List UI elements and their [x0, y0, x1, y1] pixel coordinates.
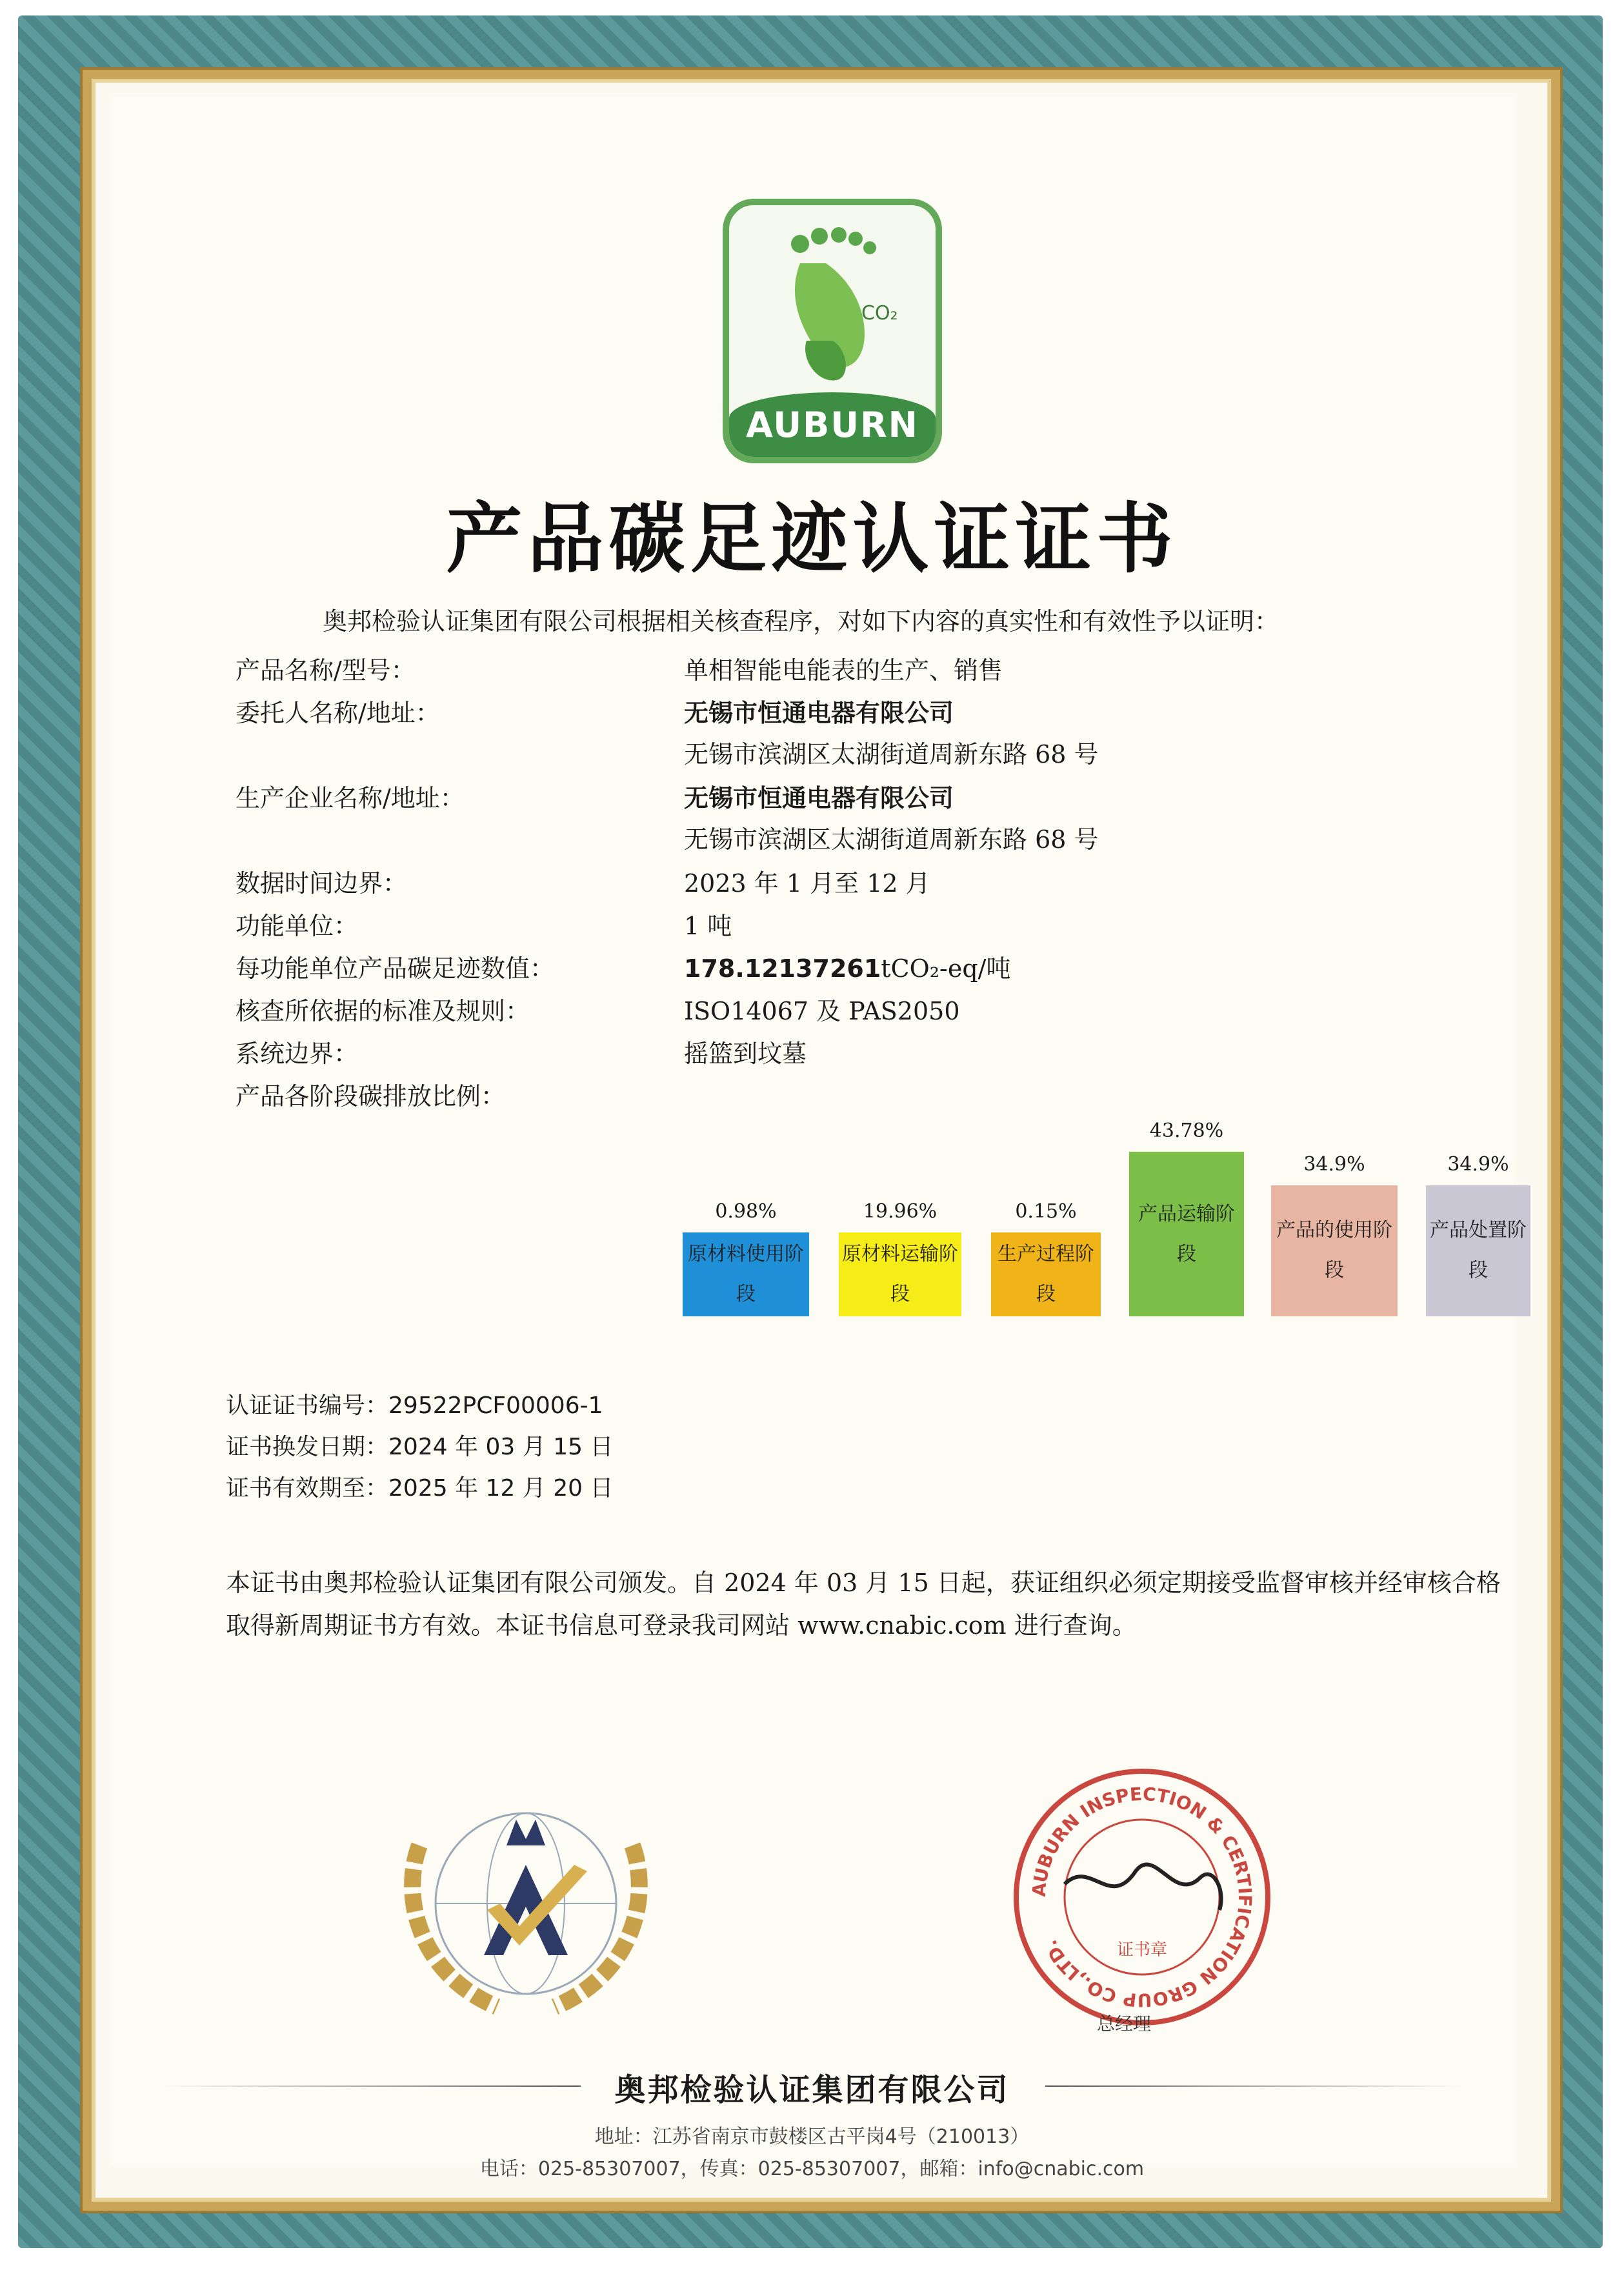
auburn-emblem-icon [381, 1768, 671, 2026]
footprint-unit: tCO₂-eq/吨 [881, 954, 1011, 983]
auburn-logo [723, 199, 942, 463]
system-boundary-label: 系统边界： [236, 1040, 359, 1068]
footprint-value [684, 949, 1010, 984]
footer-company-name: 奥邦检验认证集团有限公司 [614, 2072, 1010, 2108]
chart-value-label: 19.96% [863, 1200, 937, 1223]
chart-category-label: 生产过程阶段 [997, 1243, 1094, 1305]
chart-value-label: 34.9% [1447, 1152, 1509, 1176]
official-seal [1007, 1762, 1278, 2033]
chart-bar [839, 1232, 961, 1316]
chart-value-label: 0.98% [715, 1200, 777, 1223]
product-label: 产品名称/型号： [236, 656, 416, 685]
cert-number-label: 认证证书编号： [226, 1392, 389, 1419]
chart-bar [1426, 1185, 1530, 1316]
product-value: 单相智能电能表的生产、销售 [684, 656, 1003, 685]
cert-expiry-row [226, 1470, 613, 1503]
intro-text: 奥邦检验认证集团有限公司根据相关核查程序，对如下内容的真实性和有效性予以证明： [323, 607, 1279, 636]
client-name: 无锡市恒通电器有限公司 [684, 699, 954, 727]
functional-unit-label: 功能单位： [236, 912, 359, 940]
producer-label: 生产企业名称/地址： [236, 784, 465, 812]
client-address: 无锡市滨湖区太湖街道周新东路 68 号 [684, 740, 1099, 769]
cert-issue-row [226, 1429, 613, 1462]
chart-value-label: 34.9% [1303, 1152, 1365, 1176]
functional-unit-value: 1 吨 [684, 912, 732, 940]
producer-address: 无锡市滨湖区太湖街道周新东路 68 号 [684, 825, 1099, 854]
cert-issue-label: 证书换发日期： [226, 1434, 389, 1460]
seal-inner-text: 证书章 [1116, 1940, 1168, 1960]
footer-address: 地址：江苏省南京市鼓楼区古平岗4号（210013） [594, 2125, 1030, 2148]
chart-bar [1129, 1152, 1244, 1316]
logo-brand-text: AUBURN [746, 405, 919, 445]
cert-issue-value: 2024 年 03 月 15 日 [388, 1434, 614, 1460]
signer-title: 总经理 [1097, 2013, 1152, 2035]
chart-category-label: 产品处置阶段 [1430, 1219, 1527, 1282]
client-label: 委托人名称/地址： [236, 699, 440, 727]
ratio-label: 产品各阶段碳排放比例： [236, 1082, 506, 1110]
cert-number-value: 29522PCF00006-1 [388, 1392, 603, 1419]
chart-category-label: 产品运输阶段 [1138, 1202, 1235, 1265]
cert-number-row [226, 1387, 603, 1420]
footprint-number: 178.12137261 [684, 954, 881, 983]
seal-ring-text: AUBURN INSPECTION & CERTIFICATION GROUP CO.,LTD. [1028, 1783, 1256, 2011]
chart-bar [991, 1232, 1101, 1316]
time-boundary-value: 2023 年 1 月至 12 月 [684, 869, 930, 898]
chart-value-label: 0.15% [1015, 1200, 1077, 1223]
system-boundary-value: 摇篮到坟墓 [684, 1040, 807, 1068]
chart-category-label: 产品的使用阶段 [1276, 1219, 1392, 1282]
chart-bar [683, 1232, 809, 1316]
standard-label: 核查所依据的标准及规则： [236, 997, 530, 1025]
co2-label: CO₂ [861, 302, 898, 325]
chart-category-label: 原材料使用阶段 [688, 1243, 804, 1305]
cert-expiry-label: 证书有效期至： [226, 1475, 389, 1502]
chart-value-label: 43.78% [1149, 1120, 1224, 1142]
chart-bar [1271, 1185, 1398, 1316]
certificate-notice: 本证书由奥邦检验认证集团有限公司颁发。自 2024 年 03 月 15 日起，获证组织必须定期接受监督审核并经审核合格取得新周期证书方有效。本证书信息可登录我司网站 www.cnabic.com 进行查询。 [226, 1569, 1501, 1640]
seal-ring-icon [1007, 1762, 1278, 2033]
footprint-label: 每功能单位产品碳足迹数值： [236, 954, 555, 983]
time-boundary-label: 数据时间边界： [236, 869, 408, 898]
certificate-title: 产品碳足迹认证证书 [446, 494, 1178, 583]
chart-category-label: 原材料运输阶段 [842, 1243, 958, 1305]
standard-value: ISO14067 及 PAS2050 [684, 997, 960, 1025]
footer-contact: 电话：025-85307007，传真：025-85307007，邮箱：info@cnabic.com [479, 2158, 1145, 2180]
producer-name: 无锡市恒通电器有限公司 [684, 784, 954, 812]
cert-expiry-value: 2025 年 12 月 20 日 [388, 1475, 614, 1502]
